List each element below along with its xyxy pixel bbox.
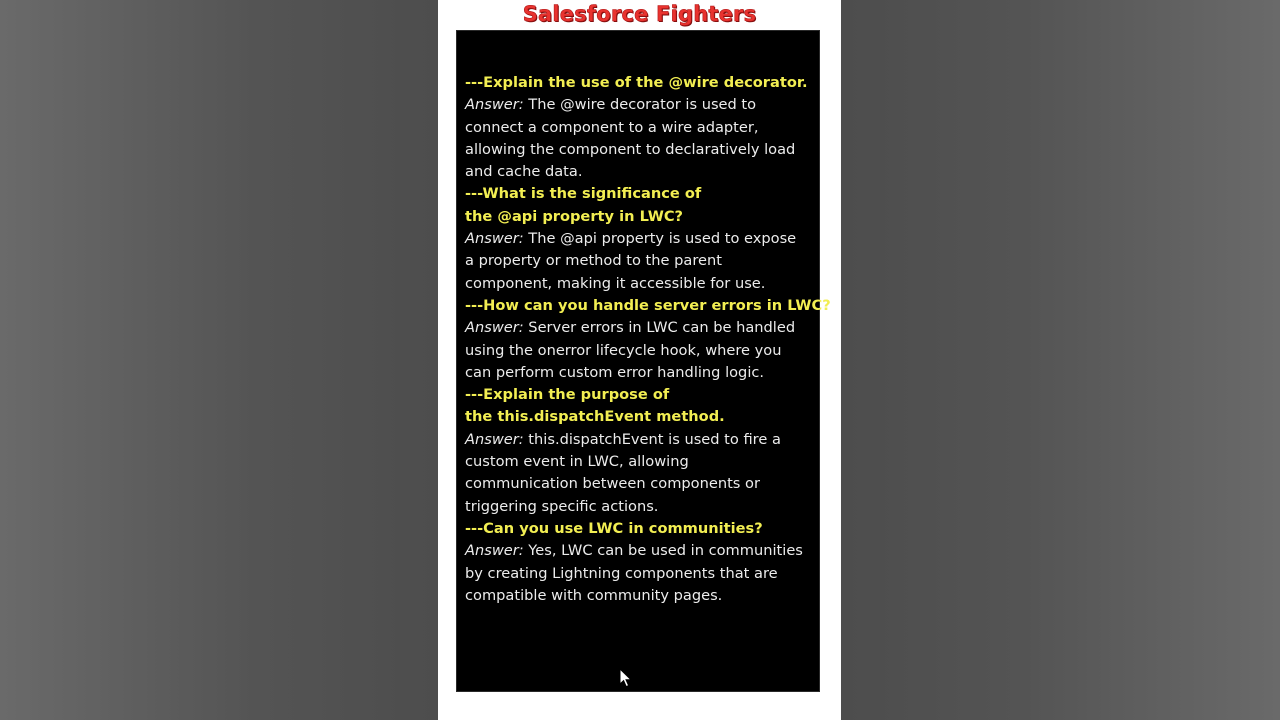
brand-title: Salesforce Fighters bbox=[522, 2, 757, 26]
answer-text: communication between components or bbox=[465, 475, 760, 493]
content-card bbox=[438, 0, 841, 720]
answer-text: The @api property is used to expose bbox=[523, 230, 797, 248]
qa-item bbox=[465, 183, 817, 294]
answer-line bbox=[465, 94, 817, 116]
answer-text: can perform custom error handling logic. bbox=[465, 363, 765, 381]
answer-label: Answer: bbox=[465, 230, 524, 248]
question-text: ---Explain the purpose of bbox=[465, 386, 670, 404]
qa-list bbox=[465, 72, 831, 607]
answer-text: using the onerror lifecycle hook, where you bbox=[465, 341, 782, 359]
answer-text: and cache data. bbox=[465, 163, 583, 181]
answer-text: this.dispatchEvent is used to fire a bbox=[523, 430, 781, 448]
answer-text: Yes, LWC can be used in communities bbox=[523, 542, 803, 560]
answer-line bbox=[465, 228, 817, 250]
answer-text: a property or method to the parent bbox=[465, 252, 722, 270]
answer-text: triggering specific actions. bbox=[465, 497, 659, 515]
answer-text: component, making it accessible for use. bbox=[465, 274, 766, 292]
question-text: ---Can you use LWC in communities? bbox=[465, 519, 763, 537]
qa-panel bbox=[456, 30, 831, 692]
answer-text: allowing the component to declaratively load bbox=[465, 140, 796, 158]
qa-item bbox=[465, 72, 817, 183]
answer-line bbox=[465, 540, 817, 562]
answer-text: by creating Lightning components that are bbox=[465, 564, 778, 582]
answer-text: The @wire decorator is used to bbox=[523, 96, 757, 114]
answer-line bbox=[465, 429, 817, 451]
question-text: the @api property in LWC? bbox=[465, 207, 684, 225]
qa-item bbox=[465, 384, 817, 518]
answer-text: Server errors in LWC can be handled bbox=[523, 319, 796, 337]
qa-item bbox=[465, 295, 831, 384]
answer-text: connect a component to a wire adapter, bbox=[465, 118, 759, 136]
mouse-pointer-icon bbox=[619, 668, 633, 688]
question-text: ---How can you handle server errors in LWC? bbox=[465, 296, 831, 314]
answer-label: Answer: bbox=[465, 96, 524, 114]
question-text: ---What is the significance of bbox=[465, 185, 702, 203]
answer-text: compatible with community pages. bbox=[465, 586, 723, 604]
question-text: the this.dispatchEvent method. bbox=[465, 408, 725, 426]
question-text: ---Explain the use of the @wire decorator. bbox=[465, 74, 808, 91]
answer-line bbox=[465, 317, 817, 339]
answer-label: Answer: bbox=[465, 319, 524, 337]
answer-label: Answer: bbox=[465, 430, 524, 448]
answer-label: Answer: bbox=[465, 542, 524, 560]
answer-text: custom event in LWC, allowing bbox=[465, 453, 689, 471]
qa-item bbox=[465, 518, 817, 607]
